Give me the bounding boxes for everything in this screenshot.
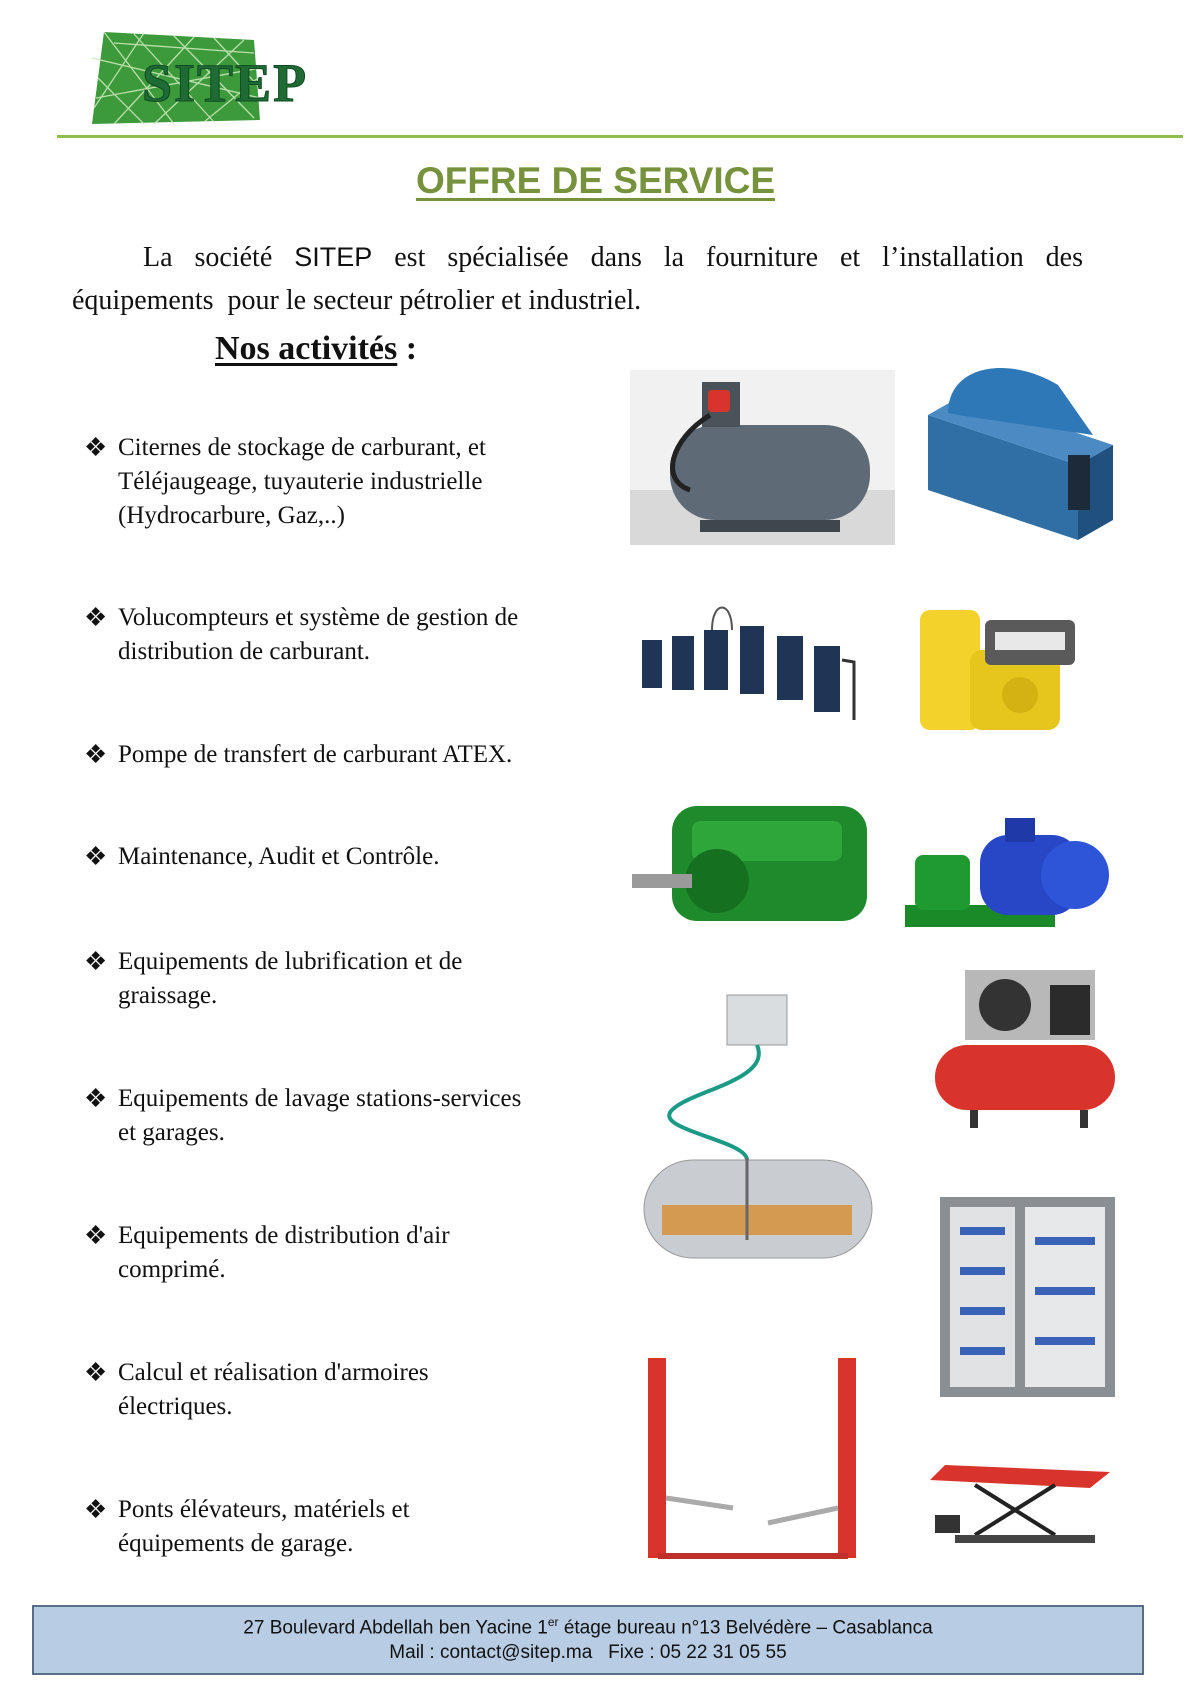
activity-line: Ponts élévateurs, matériels et <box>118 1496 410 1523</box>
electrical-cabinet-image <box>940 1197 1115 1397</box>
two-post-lift-image <box>648 1358 868 1563</box>
intro-brand: SITEP <box>294 242 373 272</box>
activity-line: Maintenance, Audit et Contrôle. <box>118 843 440 870</box>
activity-line: Equipements de lubrification et de <box>118 948 463 975</box>
blue-tank-image <box>918 355 1118 545</box>
intro-line-1 <box>143 235 1083 280</box>
intro-pre: La société <box>143 242 273 273</box>
activity-line: équipements de garage. <box>118 1530 354 1557</box>
activity-line: et garages. <box>118 1119 225 1146</box>
activity-line: graissage. <box>118 982 218 1009</box>
diamond-bullet-icon: ❖ <box>84 603 108 632</box>
activity-line: Pompe de transfert de carburant ATEX. <box>118 741 513 768</box>
footer-contact-box <box>32 1605 1144 1675</box>
diamond-bullet-icon: ❖ <box>84 1358 108 1387</box>
activity-line: électriques. <box>118 1393 233 1420</box>
header-divider <box>57 135 1183 138</box>
activity-line: Equipements de lavage stations-services <box>118 1085 522 1112</box>
sitep-logo <box>84 28 424 128</box>
activity-line: Equipements de distribution d'air <box>118 1222 450 1249</box>
footer-address-post: étage bureau n°13 Belvédère – Casablanca <box>558 1617 933 1639</box>
intro-post: est spécialisée dans la fourniture et l’installation des <box>394 242 1084 273</box>
tank-gauge-system-image <box>632 990 877 1265</box>
activity-line: Citernes de stockage de carburant, et <box>118 434 486 461</box>
electric-motor-pump-image <box>905 800 1115 935</box>
logo-text: SITEP <box>142 53 309 113</box>
section-heading-label: Nos activités <box>215 330 398 367</box>
diamond-bullet-icon: ❖ <box>84 1084 108 1113</box>
footer-address-sup: er <box>547 1615 559 1629</box>
activity-line: Volucompteurs et système de gestion de <box>118 604 519 631</box>
footer-address-pre: 27 Boulevard Abdellah ben Yacine 1 <box>243 1617 548 1639</box>
intro-line-2: équipements pour le secteur pétrolier et industriel. <box>72 285 642 316</box>
flow-meter-image <box>910 600 1085 750</box>
green-pump-image <box>632 796 882 931</box>
air-compressor-image <box>930 965 1120 1130</box>
diamond-bullet-icon: ❖ <box>84 1495 108 1524</box>
fuel-tank-image <box>630 370 895 545</box>
page-title: OFFRE DE SERVICE <box>415 160 776 201</box>
activity-line: Téléjaugeage, tuyauterie industrielle <box>118 468 483 495</box>
diamond-bullet-icon: ❖ <box>84 1221 108 1250</box>
activity-line: Calcul et réalisation d'armoires <box>118 1359 429 1386</box>
diamond-bullet-icon: ❖ <box>84 947 108 976</box>
diamond-bullet-icon: ❖ <box>84 740 108 769</box>
section-heading <box>215 330 417 368</box>
activity-line: comprimé. <box>118 1256 226 1283</box>
diamond-bullet-icon: ❖ <box>84 433 108 462</box>
diamond-bullet-icon: ❖ <box>84 842 108 871</box>
scissor-lift-table-image <box>925 1450 1125 1550</box>
activity-line: distribution de carburant. <box>118 638 371 665</box>
footer-contact: Mail : contact@sitep.ma Fixe : 05 22 31 05 55 <box>389 1642 787 1663</box>
activity-line: (Hydrocarbure, Gaz,..) <box>118 502 345 529</box>
fuel-dispensers-image <box>632 600 872 730</box>
footer-address <box>34 1615 1142 1639</box>
section-heading-colon: : <box>405 330 418 367</box>
